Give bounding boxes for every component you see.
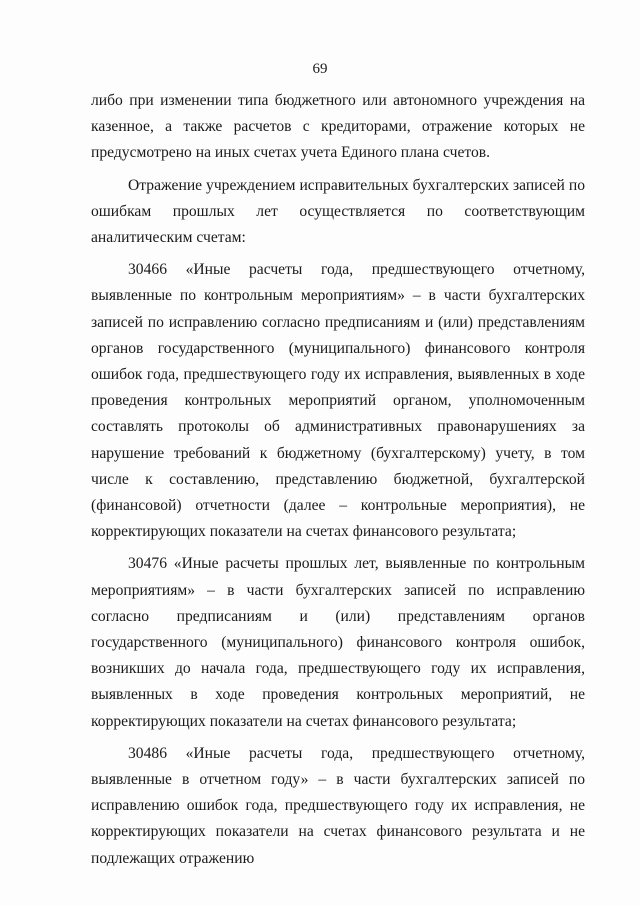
paragraph-account-30476: 30476 «Иные расчеты прошлых лет, выявленные по контрольным мероприятиям» – в части бухгалтерских записей по исправлению согласно предписаниям и (или) представлениям органов государственного (муниципального) финансового контроля ошибок, возникших до начала года, предшествующего году их исправления, выявленных в ходе проведения контрольных мероприятий, не корректирующих показатели на счетах финансового результата; — [91, 555, 585, 730]
paragraph-account-30466: 30466 «Иные расчеты года, предшествующего отчетному, выявленные по контрольным мероприятиям» – в части бухгалтерских записей по исправлению согласно предписаниям и (или) представлениям органов государственного (муниципального) финансового контроля ошибок года, предшествующего году их исправления, выявленных в ходе проведения контрольных мероприятий органом, уполномоченным составлять протоколы об административных правонарушениях за нарушение требований к бюджетному (бухгалтерскому) учету, в том числе к составлению, представлению бюджетной, бухгалтерской (финансовой) отчетности (далее – контрольные мероприятия), не корректирующих показатели на счетах финансового результата; — [91, 261, 585, 541]
page-number: 69 — [312, 61, 328, 77]
document-body — [91, 88, 585, 872]
paragraph-account-30486: 30486 «Иные расчеты года, предшествующего отчетному, выявленные в отчетном году» – в части бухгалтерских записей по исправлению ошибок года, предшествующего году их исправления, не корректирующих показатели на счетах финансового результата и не подлежащих отражению — [91, 744, 585, 867]
paragraph-continuation: либо при изменении типа бюджетного или автономного учреждения на казенное, а также расчетов с кредиторами, отражение которых не предусмотрено на иных счетах учета Единого плана счетов. — [91, 92, 585, 162]
paragraph-intro: Отражение учреждением исправительных бухгалтерских записей по ошибкам прошлых лет осуществляется по соответствующим аналитическим счетам: — [91, 176, 585, 247]
